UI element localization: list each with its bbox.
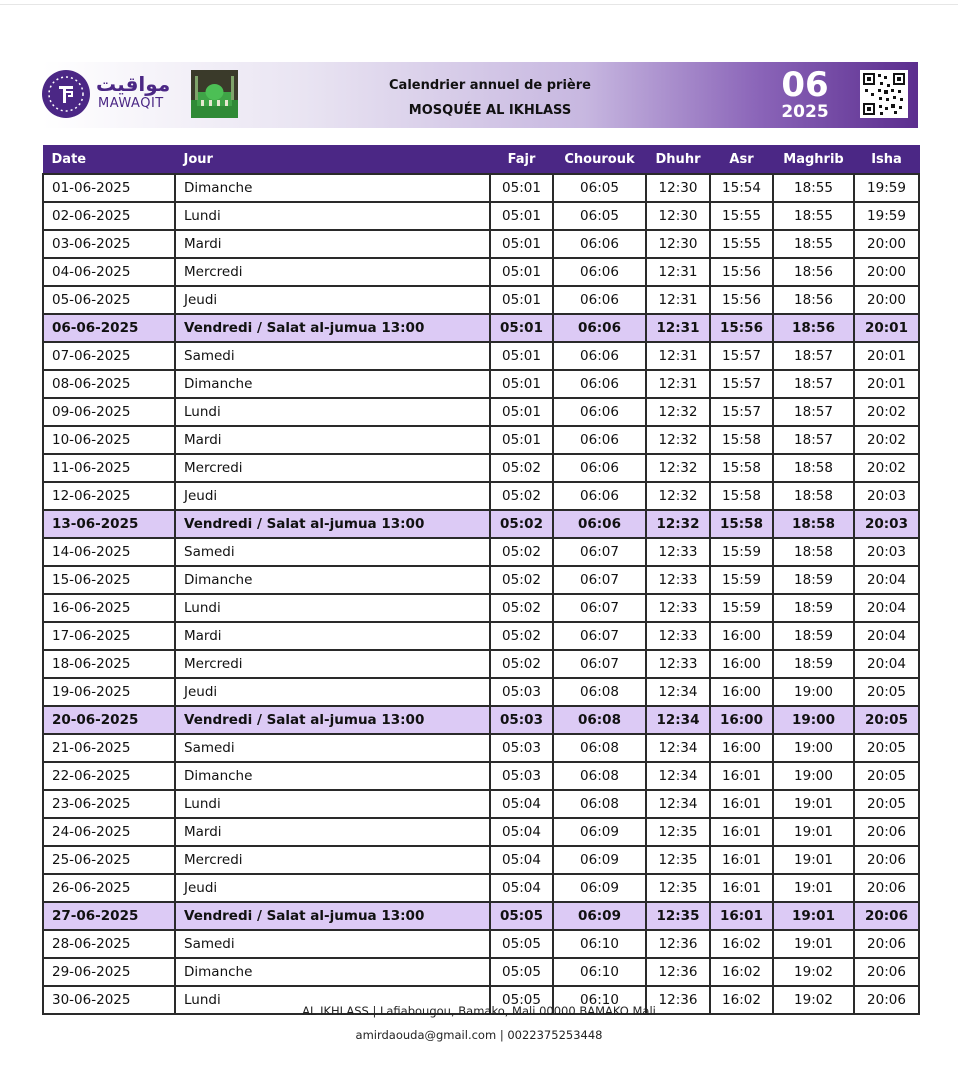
asr-cell: 15:55 [710, 230, 773, 258]
asr-cell: 15:58 [710, 426, 773, 454]
dhuhr-cell: 12:35 [646, 846, 710, 874]
day-cell: Dimanche [175, 762, 490, 790]
date-cell: 05-06-2025 [43, 286, 175, 314]
date-cell: 07-06-2025 [43, 342, 175, 370]
isha-cell: 20:01 [854, 342, 919, 370]
day-cell: Jeudi [175, 482, 490, 510]
column-header-maghrib: Maghrib [773, 146, 854, 175]
table-header-row [43, 146, 919, 175]
dhuhr-cell: 12:35 [646, 818, 710, 846]
table-row [43, 174, 919, 202]
chourouk-cell: 06:08 [553, 678, 646, 706]
month-number: 06 [781, 65, 829, 105]
date-cell: 29-06-2025 [43, 958, 175, 986]
fajr-cell: 05:04 [490, 874, 553, 902]
day-cell: Samedi [175, 342, 490, 370]
table-row [43, 650, 919, 678]
asr-cell: 15:58 [710, 482, 773, 510]
dhuhr-cell: 12:36 [646, 930, 710, 958]
table-row [43, 510, 919, 538]
asr-cell: 16:02 [710, 986, 773, 1014]
day-cell: Mercredi [175, 258, 490, 286]
asr-cell: 15:59 [710, 538, 773, 566]
dhuhr-cell: 12:32 [646, 426, 710, 454]
day-cell: Dimanche [175, 958, 490, 986]
date-cell: 20-06-2025 [43, 706, 175, 734]
maghrib-cell: 19:01 [773, 818, 854, 846]
dhuhr-cell: 12:35 [646, 874, 710, 902]
day-cell: Mercredi [175, 846, 490, 874]
isha-cell: 20:03 [854, 482, 919, 510]
isha-cell: 20:06 [854, 902, 919, 930]
dhuhr-cell: 12:34 [646, 762, 710, 790]
table-row [43, 678, 919, 706]
fajr-cell: 05:01 [490, 230, 553, 258]
fajr-cell: 05:01 [490, 314, 553, 342]
date-cell: 03-06-2025 [43, 230, 175, 258]
chourouk-cell: 06:09 [553, 874, 646, 902]
fajr-cell: 05:01 [490, 398, 553, 426]
chourouk-cell: 06:06 [553, 230, 646, 258]
fajr-cell: 05:01 [490, 370, 553, 398]
dhuhr-cell: 12:30 [646, 230, 710, 258]
day-cell: Lundi [175, 594, 490, 622]
date-cell: 18-06-2025 [43, 650, 175, 678]
isha-cell: 19:59 [854, 202, 919, 230]
chourouk-cell: 06:08 [553, 790, 646, 818]
day-cell: Jeudi [175, 678, 490, 706]
maghrib-cell: 18:57 [773, 426, 854, 454]
asr-cell: 16:00 [710, 734, 773, 762]
day-cell: Lundi [175, 202, 490, 230]
maghrib-cell: 18:59 [773, 622, 854, 650]
chourouk-cell: 06:06 [553, 454, 646, 482]
table-row [43, 622, 919, 650]
isha-cell: 20:04 [854, 622, 919, 650]
dhuhr-cell: 12:32 [646, 454, 710, 482]
maghrib-cell: 19:02 [773, 958, 854, 986]
date-cell: 26-06-2025 [43, 874, 175, 902]
maghrib-cell: 18:56 [773, 258, 854, 286]
chourouk-cell: 06:06 [553, 314, 646, 342]
day-cell: Mardi [175, 426, 490, 454]
dhuhr-cell: 12:36 [646, 958, 710, 986]
maghrib-cell: 19:01 [773, 790, 854, 818]
date-cell: 30-06-2025 [43, 986, 175, 1014]
day-cell: Dimanche [175, 174, 490, 202]
maghrib-cell: 18:55 [773, 174, 854, 202]
fajr-cell: 05:01 [490, 426, 553, 454]
chourouk-cell: 06:08 [553, 734, 646, 762]
dhuhr-cell: 12:33 [646, 538, 710, 566]
day-cell: Mardi [175, 230, 490, 258]
column-header-chourouk: Chourouk [553, 146, 646, 175]
chourouk-cell: 06:05 [553, 174, 646, 202]
isha-cell: 20:06 [854, 958, 919, 986]
dhuhr-cell: 12:33 [646, 594, 710, 622]
isha-cell: 20:02 [854, 454, 919, 482]
day-cell: Samedi [175, 734, 490, 762]
dhuhr-cell: 12:32 [646, 398, 710, 426]
fajr-cell: 05:05 [490, 958, 553, 986]
maghrib-cell: 18:57 [773, 398, 854, 426]
date-cell: 09-06-2025 [43, 398, 175, 426]
mosque-photo [191, 70, 238, 118]
table-row [43, 286, 919, 314]
maghrib-cell: 19:01 [773, 874, 854, 902]
chourouk-cell: 06:08 [553, 762, 646, 790]
dhuhr-cell: 12:34 [646, 678, 710, 706]
isha-cell: 20:05 [854, 734, 919, 762]
date-cell: 19-06-2025 [43, 678, 175, 706]
isha-cell: 20:06 [854, 930, 919, 958]
column-header-isha: Isha [854, 146, 919, 175]
isha-cell: 20:00 [854, 286, 919, 314]
table-row [43, 594, 919, 622]
fajr-cell: 05:03 [490, 762, 553, 790]
dhuhr-cell: 12:31 [646, 286, 710, 314]
brand-name: MAWAQIT [98, 96, 164, 111]
dhuhr-cell: 12:34 [646, 706, 710, 734]
fajr-cell: 05:02 [490, 566, 553, 594]
table-row [43, 818, 919, 846]
chourouk-cell: 06:07 [553, 650, 646, 678]
chourouk-cell: 06:09 [553, 902, 646, 930]
isha-cell: 20:06 [854, 986, 919, 1014]
footer-address: AL IKHLASS | Lafiabougou, Bamako, Mali 00000 BAMAKO Mali [302, 1004, 656, 1018]
fajr-cell: 05:02 [490, 650, 553, 678]
maghrib-cell: 18:59 [773, 566, 854, 594]
asr-cell: 15:56 [710, 286, 773, 314]
chourouk-cell: 06:07 [553, 594, 646, 622]
isha-cell: 19:59 [854, 174, 919, 202]
maghrib-cell: 18:55 [773, 230, 854, 258]
isha-cell: 20:00 [854, 258, 919, 286]
asr-cell: 16:01 [710, 762, 773, 790]
day-cell: Jeudi [175, 286, 490, 314]
fajr-cell: 05:01 [490, 286, 553, 314]
isha-cell: 20:01 [854, 314, 919, 342]
isha-cell: 20:00 [854, 230, 919, 258]
maghrib-cell: 18:59 [773, 650, 854, 678]
asr-cell: 16:00 [710, 650, 773, 678]
chourouk-cell: 06:07 [553, 566, 646, 594]
isha-cell: 20:06 [854, 846, 919, 874]
fajr-cell: 05:03 [490, 734, 553, 762]
asr-cell: 16:01 [710, 790, 773, 818]
date-cell: 17-06-2025 [43, 622, 175, 650]
asr-cell: 15:57 [710, 370, 773, 398]
isha-cell: 20:04 [854, 650, 919, 678]
fajr-cell: 05:02 [490, 510, 553, 538]
fajr-cell: 05:04 [490, 790, 553, 818]
fajr-cell: 05:02 [490, 594, 553, 622]
dhuhr-cell: 12:31 [646, 258, 710, 286]
fajr-cell: 05:01 [490, 342, 553, 370]
date-cell: 13-06-2025 [43, 510, 175, 538]
asr-cell: 15:56 [710, 314, 773, 342]
table-row [43, 790, 919, 818]
maghrib-cell: 18:57 [773, 370, 854, 398]
chourouk-cell: 06:06 [553, 482, 646, 510]
asr-cell: 15:59 [710, 566, 773, 594]
asr-cell: 16:00 [710, 678, 773, 706]
asr-cell: 15:56 [710, 258, 773, 286]
asr-cell: 16:01 [710, 846, 773, 874]
brand-arabic: مواقيت [96, 72, 171, 96]
maghrib-cell: 18:56 [773, 286, 854, 314]
table-row [43, 426, 919, 454]
fajr-cell: 05:03 [490, 706, 553, 734]
chourouk-cell: 06:06 [553, 258, 646, 286]
chourouk-cell: 06:07 [553, 538, 646, 566]
table-row [43, 230, 919, 258]
chourouk-cell: 06:06 [553, 398, 646, 426]
asr-cell: 16:00 [710, 622, 773, 650]
top-divider [0, 4, 958, 5]
isha-cell: 20:06 [854, 818, 919, 846]
dhuhr-cell: 12:33 [646, 566, 710, 594]
isha-cell: 20:05 [854, 678, 919, 706]
chourouk-cell: 06:10 [553, 958, 646, 986]
dhuhr-cell: 12:32 [646, 482, 710, 510]
dhuhr-cell: 12:30 [646, 202, 710, 230]
maghrib-cell: 18:57 [773, 342, 854, 370]
table-row [43, 342, 919, 370]
maghrib-cell: 19:01 [773, 930, 854, 958]
fajr-cell: 05:05 [490, 930, 553, 958]
mosque-name: MOSQUÉE AL IKHLASS [408, 103, 572, 118]
qr-code-icon [860, 70, 908, 118]
day-cell: Mardi [175, 622, 490, 650]
day-cell: Dimanche [175, 566, 490, 594]
table-row [43, 258, 919, 286]
date-cell: 11-06-2025 [43, 454, 175, 482]
fajr-cell: 05:04 [490, 818, 553, 846]
fajr-cell: 05:01 [490, 258, 553, 286]
table-row [43, 930, 919, 958]
day-cell: Samedi [175, 930, 490, 958]
asr-cell: 15:59 [710, 594, 773, 622]
maghrib-cell: 18:55 [773, 202, 854, 230]
maghrib-cell: 19:01 [773, 846, 854, 874]
asr-cell: 16:01 [710, 902, 773, 930]
dhuhr-cell: 12:33 [646, 650, 710, 678]
asr-cell: 15:57 [710, 398, 773, 426]
fajr-cell: 05:02 [490, 538, 553, 566]
date-cell: 01-06-2025 [43, 174, 175, 202]
table-row [43, 846, 919, 874]
chourouk-cell: 06:10 [553, 986, 646, 1014]
isha-cell: 20:01 [854, 370, 919, 398]
table-row [43, 202, 919, 230]
chourouk-cell: 06:07 [553, 622, 646, 650]
footer-contact: amirdaouda@gmail.com | 0022375253448 [355, 1028, 603, 1042]
mawaqit-logo-icon [42, 70, 90, 118]
maghrib-cell: 18:58 [773, 510, 854, 538]
chourouk-cell: 06:10 [553, 930, 646, 958]
day-cell: Lundi [175, 790, 490, 818]
table-row [43, 370, 919, 398]
maghrib-cell: 19:01 [773, 902, 854, 930]
isha-cell: 20:03 [854, 510, 919, 538]
maghrib-cell: 19:02 [773, 986, 854, 1014]
fajr-cell: 05:03 [490, 678, 553, 706]
table-row [43, 454, 919, 482]
table-row [43, 314, 919, 342]
table-row [43, 566, 919, 594]
isha-cell: 20:02 [854, 398, 919, 426]
isha-cell: 20:04 [854, 594, 919, 622]
day-cell: Mardi [175, 818, 490, 846]
table-row [43, 706, 919, 734]
date-cell: 21-06-2025 [43, 734, 175, 762]
date-cell: 12-06-2025 [43, 482, 175, 510]
date-cell: 04-06-2025 [43, 258, 175, 286]
column-header-fajr: Fajr [490, 146, 553, 175]
date-cell: 22-06-2025 [43, 762, 175, 790]
date-cell: 28-06-2025 [43, 930, 175, 958]
column-header-date: Date [43, 146, 175, 175]
fajr-cell: 05:05 [490, 986, 553, 1014]
table-row [43, 482, 919, 510]
isha-cell: 20:05 [854, 790, 919, 818]
fajr-cell: 05:05 [490, 902, 553, 930]
table-row [43, 762, 919, 790]
asr-cell: 16:02 [710, 958, 773, 986]
table-row [43, 958, 919, 986]
day-cell: Vendredi / Salat al-jumua 13:00 [175, 314, 490, 342]
asr-cell: 16:00 [710, 706, 773, 734]
table-row [43, 398, 919, 426]
dhuhr-cell: 12:34 [646, 734, 710, 762]
date-cell: 27-06-2025 [43, 902, 175, 930]
asr-cell: 15:58 [710, 510, 773, 538]
isha-cell: 20:03 [854, 538, 919, 566]
date-cell: 06-06-2025 [43, 314, 175, 342]
dhuhr-cell: 12:35 [646, 902, 710, 930]
table-row [43, 538, 919, 566]
date-cell: 25-06-2025 [43, 846, 175, 874]
chourouk-cell: 06:06 [553, 370, 646, 398]
dhuhr-cell: 12:31 [646, 314, 710, 342]
day-cell: Lundi [175, 986, 490, 1014]
isha-cell: 20:04 [854, 566, 919, 594]
chourouk-cell: 06:06 [553, 510, 646, 538]
day-cell: Vendredi / Salat al-jumua 13:00 [175, 706, 490, 734]
day-cell: Mercredi [175, 650, 490, 678]
day-cell: Dimanche [175, 370, 490, 398]
fajr-cell: 05:02 [490, 622, 553, 650]
day-cell: Vendredi / Salat al-jumua 13:00 [175, 510, 490, 538]
maghrib-cell: 19:00 [773, 762, 854, 790]
asr-cell: 16:01 [710, 818, 773, 846]
dhuhr-cell: 12:30 [646, 174, 710, 202]
date-cell: 02-06-2025 [43, 202, 175, 230]
asr-cell: 15:58 [710, 454, 773, 482]
fajr-cell: 05:01 [490, 202, 553, 230]
maghrib-cell: 18:56 [773, 314, 854, 342]
asr-cell: 15:57 [710, 342, 773, 370]
date-cell: 10-06-2025 [43, 426, 175, 454]
date-cell: 14-06-2025 [43, 538, 175, 566]
maghrib-cell: 19:00 [773, 678, 854, 706]
fajr-cell: 05:01 [490, 174, 553, 202]
day-cell: Jeudi [175, 874, 490, 902]
maghrib-cell: 19:00 [773, 706, 854, 734]
column-header-asr: Asr [710, 146, 773, 175]
chourouk-cell: 06:09 [553, 846, 646, 874]
calendar-header [42, 62, 918, 128]
table-row [43, 902, 919, 930]
maghrib-cell: 18:59 [773, 594, 854, 622]
column-header-day: Jour [175, 146, 490, 175]
chourouk-cell: 06:08 [553, 706, 646, 734]
dhuhr-cell: 12:33 [646, 622, 710, 650]
date-cell: 16-06-2025 [43, 594, 175, 622]
year-number: 2025 [781, 102, 829, 122]
day-cell: Samedi [175, 538, 490, 566]
dhuhr-cell: 12:36 [646, 986, 710, 1014]
asr-cell: 16:02 [710, 930, 773, 958]
fajr-cell: 05:02 [490, 454, 553, 482]
chourouk-cell: 06:09 [553, 818, 646, 846]
day-cell: Vendredi / Salat al-jumua 13:00 [175, 902, 490, 930]
isha-cell: 20:05 [854, 706, 919, 734]
table-row [43, 734, 919, 762]
isha-cell: 20:05 [854, 762, 919, 790]
date-cell: 24-06-2025 [43, 818, 175, 846]
dhuhr-cell: 12:31 [646, 342, 710, 370]
dhuhr-cell: 12:32 [646, 510, 710, 538]
asr-cell: 15:54 [710, 174, 773, 202]
asr-cell: 16:01 [710, 874, 773, 902]
column-header-dhuhr: Dhuhr [646, 146, 710, 175]
date-cell: 08-06-2025 [43, 370, 175, 398]
calendar-title: Calendrier annuel de prière [389, 78, 591, 93]
chourouk-cell: 06:06 [553, 426, 646, 454]
maghrib-cell: 19:00 [773, 734, 854, 762]
isha-cell: 20:02 [854, 426, 919, 454]
maghrib-cell: 18:58 [773, 482, 854, 510]
prayer-times-table [42, 145, 920, 1015]
fajr-cell: 05:02 [490, 482, 553, 510]
table-row [43, 874, 919, 902]
isha-cell: 20:06 [854, 874, 919, 902]
chourouk-cell: 06:05 [553, 202, 646, 230]
date-cell: 15-06-2025 [43, 566, 175, 594]
chourouk-cell: 06:06 [553, 286, 646, 314]
maghrib-cell: 18:58 [773, 454, 854, 482]
asr-cell: 15:55 [710, 202, 773, 230]
maghrib-cell: 18:58 [773, 538, 854, 566]
dhuhr-cell: 12:31 [646, 370, 710, 398]
table-body [43, 174, 919, 1014]
day-cell: Mercredi [175, 454, 490, 482]
date-cell: 23-06-2025 [43, 790, 175, 818]
dhuhr-cell: 12:34 [646, 790, 710, 818]
chourouk-cell: 06:06 [553, 342, 646, 370]
day-cell: Lundi [175, 398, 490, 426]
fajr-cell: 05:04 [490, 846, 553, 874]
